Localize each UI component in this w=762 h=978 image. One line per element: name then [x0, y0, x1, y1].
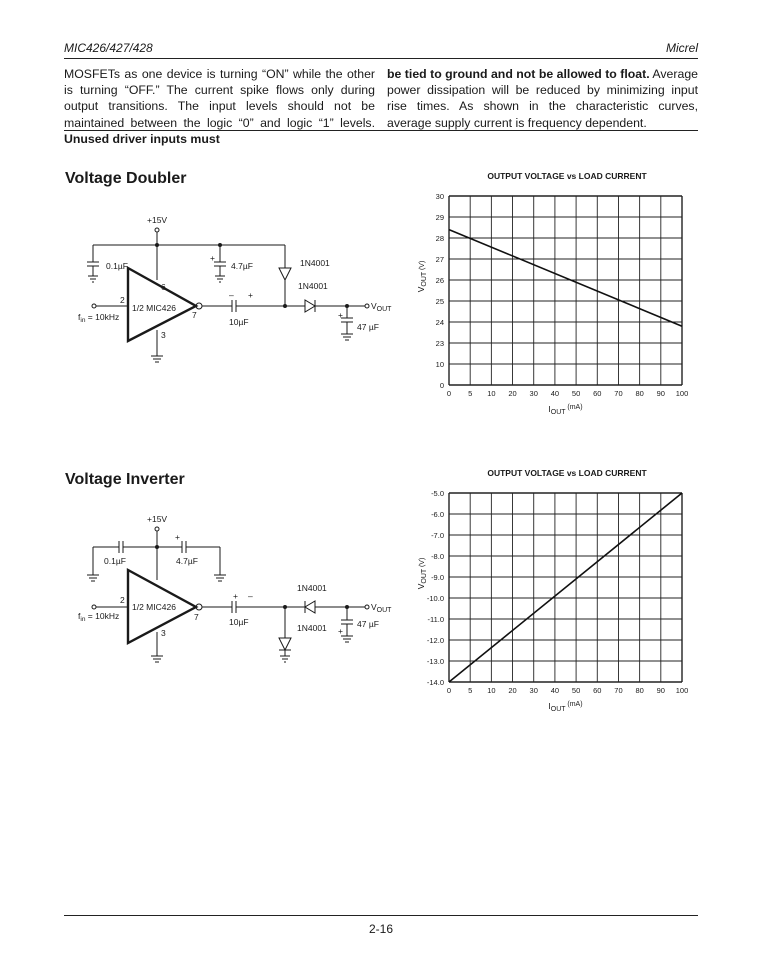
chart1-xlabel: $I_{OUT}$ $^{(mA)}$ — [548, 404, 583, 416]
doubler-cap10-label: 10µF — [229, 317, 249, 327]
chart2-series-line — [449, 493, 682, 682]
header-rule — [64, 58, 698, 59]
chart2-xtick: 70 — [614, 686, 623, 695]
chart2-xtick: 50 — [571, 686, 581, 695]
part-number-header: MIC426/427/428 — [64, 41, 153, 55]
chart2-title: OUTPUT VOLTAGE vs LOAD CURRENT — [487, 468, 647, 478]
chart1-ytick: 29 — [435, 213, 444, 222]
doubler-diode1-label: 1N4001 — [300, 258, 330, 268]
chart2-ytick: -7.0 — [431, 531, 444, 540]
chart1-ylabel: $V_{OUT}$ $^{(V)}$ — [416, 260, 428, 293]
inverter-diode1-label: 1N4001 — [297, 583, 327, 593]
footer-rule — [64, 915, 698, 916]
chart1-xtick: 0 — [446, 389, 452, 398]
doubler-vout-label: $V_{OUT}$ — [371, 301, 392, 313]
chart1-xtick: 60 — [593, 389, 602, 398]
body-text-right — [387, 66, 698, 131]
chart2-xtick: 90 — [656, 686, 665, 695]
body-left-normal: MOSFETs as one device is turning “ON” while the other is turning “OFF.” The current spike flows only during output transitions. The input levels should not be maintained between the logic “0” and logic “1” levels. — [64, 67, 375, 130]
doubler-fin-label: $f_{in} = 10kHz$ — [78, 312, 120, 324]
brand-header: Micrel — [666, 41, 698, 55]
chart2-xtick: 100 — [675, 686, 689, 695]
chart1-xtick: 40 — [550, 389, 560, 398]
inverter-capout-label: 47 µF — [357, 619, 379, 629]
inverter-vout-label: $V_{OUT}$ — [371, 602, 392, 614]
inverter-pin7: 7 — [194, 612, 199, 622]
chart2-xtick: 10 — [487, 686, 496, 695]
chart-inverter-output — [400, 482, 710, 717]
doubler-pin6: 6 — [161, 282, 166, 292]
chart2-ylabel: $V_{OUT}$ $^{(V)}$ — [416, 557, 428, 590]
chart1-ytick: 28 — [435, 234, 444, 243]
chart1-ytick: 0 — [439, 381, 444, 390]
chart2-xtick: 40 — [550, 686, 560, 695]
doubler-cap-47-label: 4.7µF — [231, 261, 253, 271]
chart1-ytick: 23 — [435, 339, 444, 348]
inverter-diode2-label: 1N4001 — [297, 623, 327, 633]
body-right-bold: be tied to ground and not be allowed to float. — [387, 67, 650, 81]
inverter-cap10-label: 10µF — [229, 617, 249, 627]
doubler-pin2: 2 — [120, 295, 125, 305]
doubler-cap-47-plus: + — [210, 253, 215, 263]
chart1-xtick: 20 — [508, 389, 517, 398]
inverter-pin3: 3 — [161, 628, 166, 638]
voltage-doubler-schematic — [60, 200, 420, 380]
chart1-xtick: 100 — [675, 389, 689, 398]
chart1-series-line — [449, 230, 682, 327]
chart2-xlabel: $I_{OUT}$ $^{(mA)}$ — [548, 701, 583, 713]
chart2-ytick: -6.0 — [431, 510, 444, 519]
chart2-xtick: 80 — [635, 686, 644, 695]
doubler-driver-label: 1/2 MIC426 — [132, 303, 176, 313]
chart2-xtick: 20 — [508, 686, 517, 695]
chart1-xtick: 70 — [614, 389, 623, 398]
chart2-ytick: -11.0 — [427, 615, 444, 624]
body-right-normal: Average power dissipation will be reduced by minimizing input rise times. As shown in the characteristic curves, average supply current is frequency dependent. — [387, 67, 698, 130]
chart1-ytick: 24 — [435, 318, 444, 327]
chart2-ytick: -10.0 — [426, 594, 444, 603]
chart1-ytick: 26 — [435, 276, 444, 285]
doubler-cap10-minus: – — [229, 290, 234, 300]
body-text-left — [64, 66, 375, 147]
inverter-pin2: 2 — [120, 595, 125, 605]
chart2-xtick: 5 — [468, 686, 473, 695]
doubler-capout-label: 47 µF — [357, 322, 379, 332]
doubler-pin3: 3 — [161, 330, 166, 340]
inverter-supply-label: +15V — [147, 514, 168, 524]
inverter-cap10-minus: – — [248, 591, 253, 601]
chart1-ytick: 10 — [435, 360, 444, 369]
chart1-ytick: 25 — [435, 297, 444, 306]
inverter-capout-plus: + — [338, 626, 343, 636]
chart1-xtick: 10 — [487, 389, 496, 398]
chart2-xtick: 0 — [446, 686, 452, 695]
chart1-xtick: 5 — [468, 389, 473, 398]
chart2-ytick: -14.0 — [426, 678, 444, 687]
voltage-inverter-schematic — [60, 505, 420, 670]
doubler-diode2-label: 1N4001 — [298, 281, 328, 291]
doubler-supply-label: +15V — [147, 215, 168, 225]
inverter-cap-47-label: 4.7µF — [176, 556, 198, 566]
chart2-xtick: 60 — [593, 686, 602, 695]
inverter-cap-47-plus: + — [175, 532, 180, 542]
inverter-cap-small-label: 0.1µF — [104, 556, 126, 566]
chart2-xtick: 30 — [529, 686, 538, 695]
doubler-cap-small-label: 0.1µF — [106, 261, 128, 271]
chart1-xtick: 30 — [529, 389, 538, 398]
body-rule — [64, 130, 698, 131]
chart1-ytick: 30 — [435, 192, 444, 201]
chart2-ytick: -13.0 — [426, 657, 444, 666]
section-voltage-doubler: Voltage Doubler — [65, 170, 187, 187]
chart2-ytick: -12.0 — [426, 636, 444, 645]
chart2-ytick: -9.0 — [431, 573, 444, 582]
doubler-capout-plus: + — [338, 310, 343, 320]
doubler-cap10-plus: + — [248, 290, 253, 300]
doubler-pin7: 7 — [192, 310, 197, 320]
chart1-title: OUTPUT VOLTAGE vs LOAD CURRENT — [487, 171, 647, 181]
chart1-ytick: 27 — [435, 255, 444, 264]
body-left-bold: Unused driver inputs must — [64, 131, 220, 146]
chart-doubler-output — [400, 185, 710, 420]
chart1-xtick: 80 — [635, 389, 644, 398]
page-number: 2-16 — [368, 922, 394, 936]
inverter-cap10-plus: + — [233, 591, 238, 601]
chart1-xtick: 90 — [656, 389, 665, 398]
chart1-xtick: 50 — [571, 389, 581, 398]
inverter-driver-label: 1/2 MIC426 — [132, 602, 176, 612]
chart2-ytick: -5.0 — [431, 489, 444, 498]
chart2-ytick: -8.0 — [431, 552, 444, 561]
inverter-fin-label: $f_{in} = 10kHz$ — [78, 611, 120, 623]
section-voltage-inverter: Voltage Inverter — [65, 471, 185, 488]
